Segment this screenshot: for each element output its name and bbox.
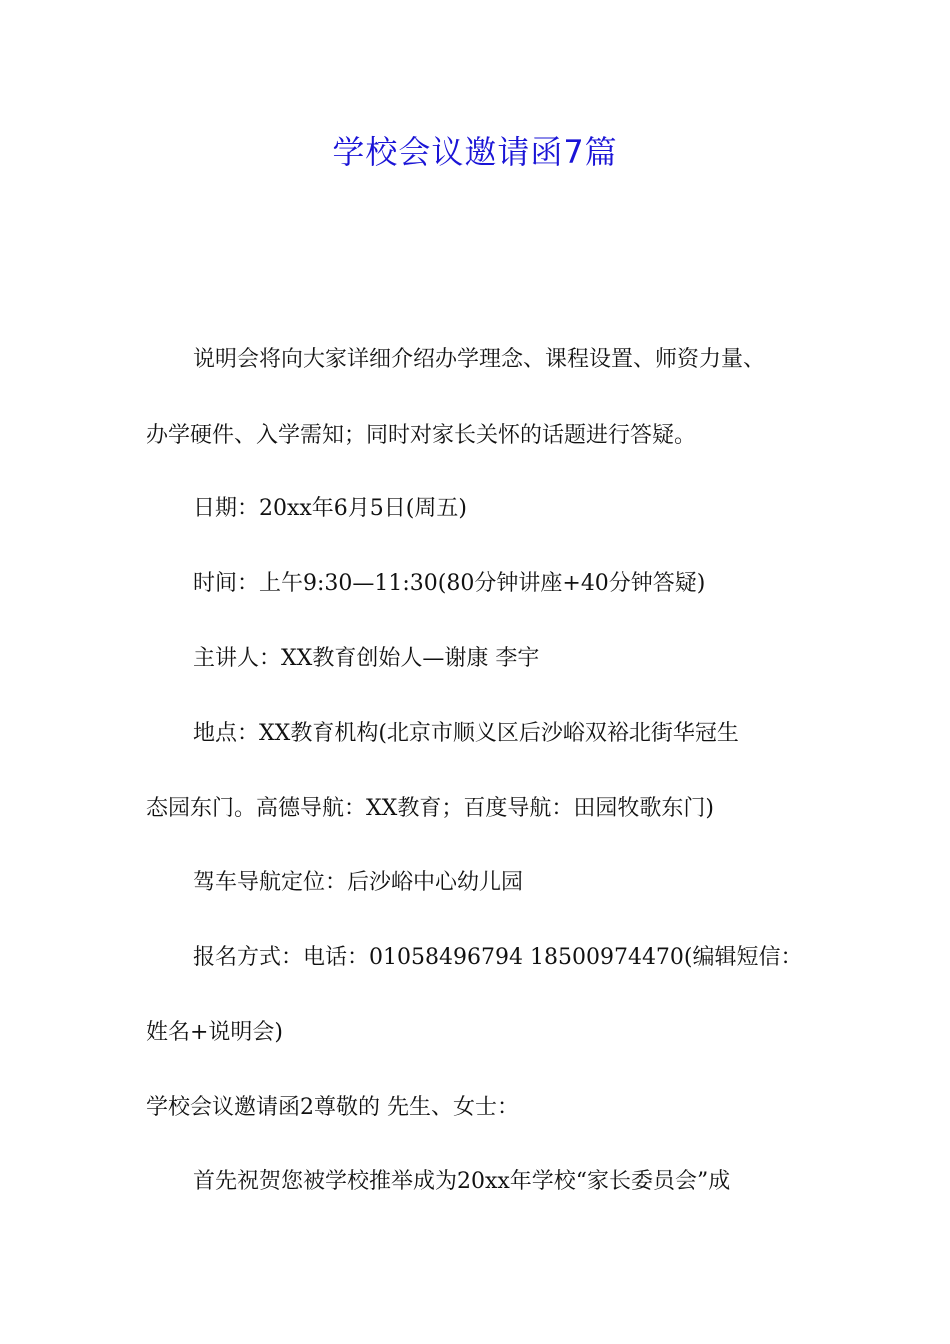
second-letter-line-1: 首先祝贺您被学校推举成为20xx年学校“家长委员会”成 [193, 1169, 731, 1194]
second-letter-heading: 学校会议邀请函2尊敬的 先生、女士： [146, 1095, 519, 1120]
paragraph-intro-line-1: 说明会将向大家详细介绍办学理念、课程设置、师资力量、 [193, 347, 766, 372]
navigation-line: 驾车导航定位：后沙峪中心幼儿园 [193, 870, 524, 895]
speaker-line: 主讲人：XX教育创始人—谢康 李宇 [193, 646, 540, 671]
document-title: 学校会议邀请函7篇 [332, 133, 618, 171]
paragraph-intro-line-2: 办学硬件、入学需知；同时对家长关怀的话题进行答疑。 [146, 423, 697, 448]
registration-line-2: 姓名+说明会) [146, 1020, 284, 1045]
time-line: 时间：上午9:30—11:30(80分钟讲座+40分钟答疑) [193, 571, 706, 596]
registration-line-1: 报名方式：电话：01058496794 18500974470(编辑短信： [193, 945, 803, 970]
location-line-2: 态园东门。高德导航：XX教育；百度导航：田园牧歌东门) [146, 796, 714, 821]
location-line-1: 地点：XX教育机构(北京市顺义区后沙峪双裕北街华冠生 [193, 721, 739, 746]
date-line: 日期：20xx年6月5日(周五) [193, 496, 467, 521]
